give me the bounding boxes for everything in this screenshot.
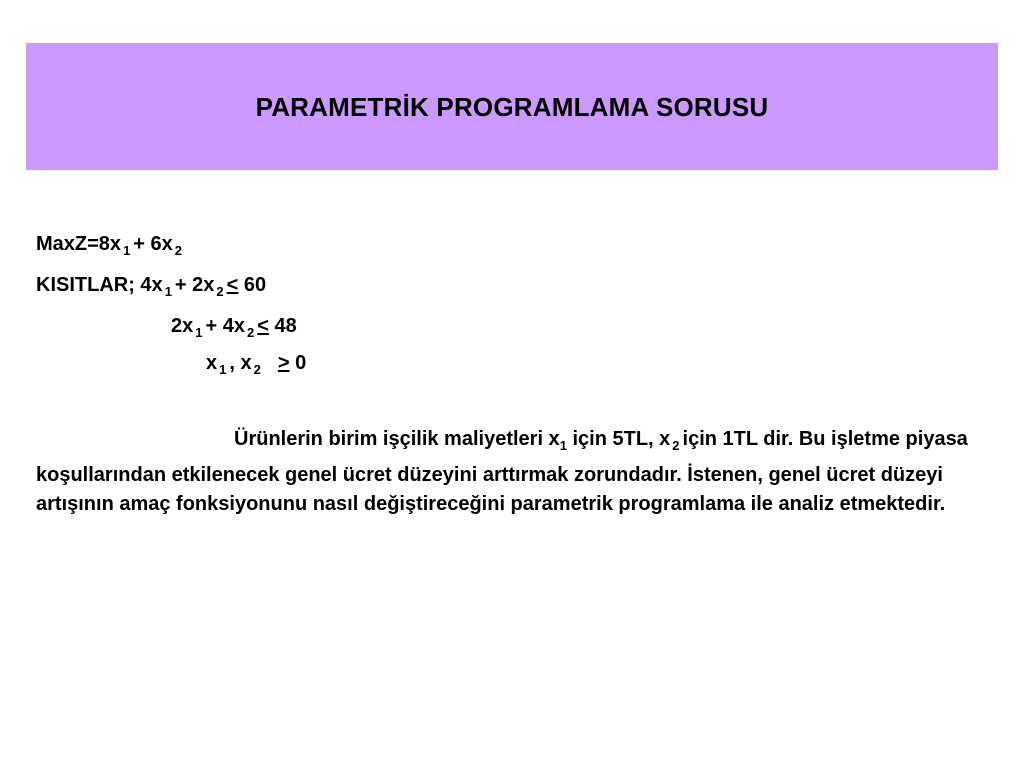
constraint1-prefix: KISITLAR; 4x — [36, 274, 163, 296]
paragraph-part1: Ürünlerin birim işçilik maliyetleri x — [234, 428, 560, 450]
constraint1-rhs: 60 — [238, 274, 267, 296]
objective-mid: + 6x — [133, 233, 173, 255]
constraint2-sub2: 2 — [246, 325, 255, 340]
nonneg-prefix: x — [206, 352, 218, 374]
objective-sub2: 2 — [174, 243, 183, 258]
nonneg-sub1: 1 — [219, 362, 227, 377]
constraint2-rhs: 48 — [268, 315, 297, 337]
objective-function — [36, 232, 185, 263]
paragraph-part2: için 5TL, x — [566, 428, 671, 450]
nonneg-operator: > — [277, 352, 290, 374]
paragraph-part3: için 1TL dir. Bu işletme piyasa koşullarından etkilenecek genel ücret düzeyini arttırmak zorundadır. İstenen, genel ücret düzeyi artışının amaç fonksiyonunu nasıl değiştireceğini parametrik programlama ile analiz etmektedir. — [36, 428, 968, 515]
constraint2-mid: + 4x — [205, 315, 245, 337]
constraint1-sub1: 1 — [164, 284, 172, 299]
slide-title: PARAMETRİK PROGRAMLAMA SORUSU — [255, 92, 769, 122]
nonneg-rhs: 0 — [289, 352, 307, 374]
nonneg-sub2: 2 — [253, 362, 261, 377]
constraint2-operator: < — [257, 315, 269, 337]
constraint2-sub1: 1 — [195, 325, 203, 340]
paragraph-sub1: 1 — [559, 438, 567, 453]
constraint-2 — [171, 314, 297, 345]
nonnegativity — [206, 351, 306, 382]
constraint1-mid: + 2x — [174, 274, 215, 296]
title-band — [26, 43, 998, 170]
constraint1-operator: < — [226, 274, 239, 296]
constraint-1 — [36, 273, 266, 304]
paragraph-sub2: 2 — [672, 438, 680, 453]
constraint2-prefix: 2x — [171, 315, 194, 337]
objective-sub1: 1 — [123, 243, 131, 258]
problem-paragraph — [36, 425, 996, 520]
nonneg-mid: , x — [229, 352, 252, 374]
constraint1-sub2: 2 — [216, 284, 224, 299]
objective-prefix: MaxZ=8x — [36, 233, 122, 255]
